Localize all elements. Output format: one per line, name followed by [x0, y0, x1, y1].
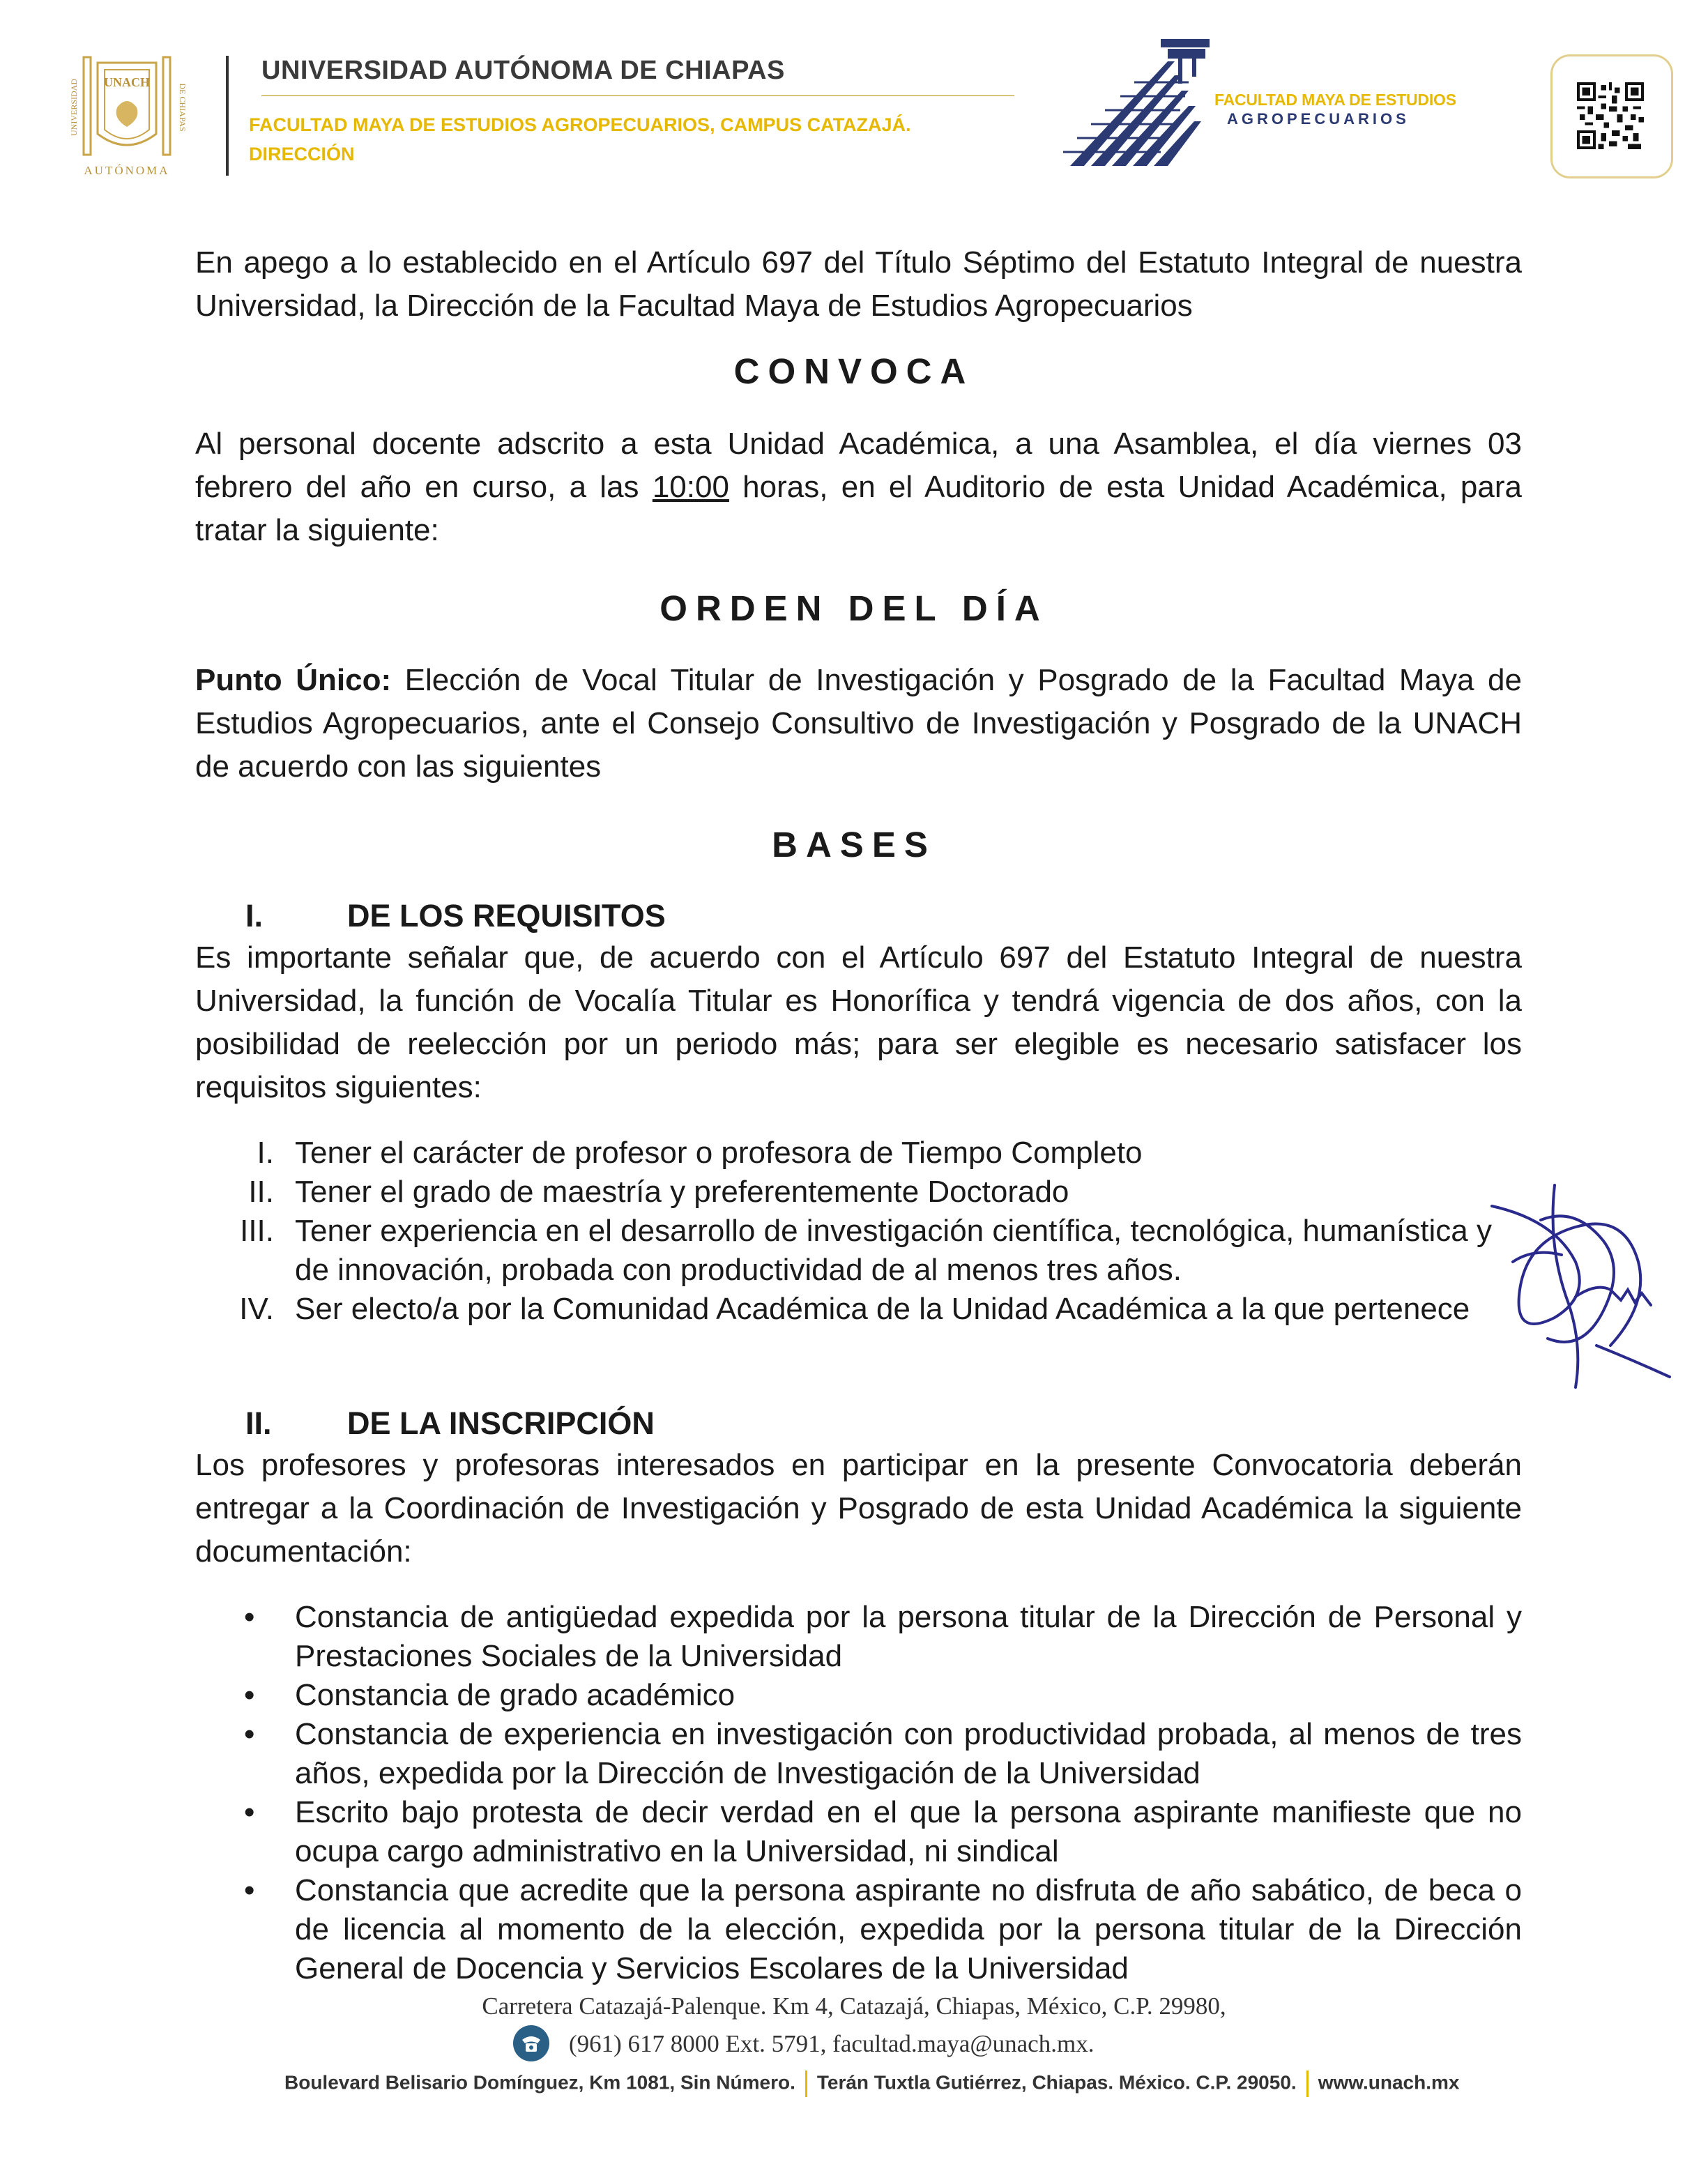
bullet-icon: •: [244, 1600, 255, 1634]
section2-title: DE LA INSCRIPCIÓN: [347, 1405, 655, 1441]
list-item: [195, 1212, 1522, 1290]
footer-separator: [805, 2071, 807, 2097]
list-item: [195, 1290, 1522, 1329]
seal-bottom-text: AUTÓNOMA: [84, 164, 170, 177]
punto-unico-text: Elección de Vocal Titular de Investigación y Posgrado de la Facultad Maya de Estudios Agropecuarios, ante el Consejo Consultivo de Investigación y Posgrado de la UNACH de acuerdo con las siguientes: [195, 663, 1522, 784]
orden-del-dia-heading: ORDEN DEL DÍA: [659, 588, 1049, 628]
header-horizontal-divider: [261, 95, 1014, 96]
bases-heading: BASES: [772, 825, 936, 864]
footer-city: Terán Tuxtla Gutiérrez, Chiapas. México. C.P. 29050.: [816, 2071, 1297, 2094]
assembly-time: 10:00: [652, 470, 729, 504]
list-item: [195, 1715, 1522, 1793]
faculty-logo-text-line2: AGROPECUARIOS: [1227, 110, 1410, 128]
punto-unico-paragraph: [195, 659, 1522, 788]
list-item-text: Tener el grado de maestría y preferentemente Doctorado: [295, 1175, 1069, 1209]
footer-street: Boulevard Belisario Domínguez, Km 1081, Sin Número.: [284, 2071, 795, 2094]
list-item: [195, 1793, 1522, 1871]
list-item: [195, 1676, 1522, 1715]
list-item-number: II.: [248, 1175, 274, 1209]
footer-contact: (961) 617 8000 Ext. 5791, facultad.maya@unach.mx.: [569, 2030, 1095, 2057]
pyramid-logo-icon: [1056, 33, 1237, 173]
header-vertical-divider: [226, 56, 229, 176]
university-seal-logo: [57, 52, 197, 181]
seal-right-text: DE CHIAPAS: [178, 83, 188, 132]
list-item: [195, 1871, 1522, 1988]
assembly-text-pre: Al personal docente adscrito a esta Unidad Académica, a una Asamblea, el día viernes 03 febrero del año en curso, a las: [195, 427, 1522, 504]
assembly-text-post: horas, en el Auditorio de esta Unidad Académica, para tratar la siguiente:: [195, 470, 1522, 547]
qr-code-icon[interactable]: [1577, 82, 1644, 149]
list-item: [195, 1134, 1522, 1173]
inscription-paragraph: Los profesores y profesoras interesados en participar en la presente Convocatoria deberán entregar a la Coordinación de Investigación y Posgrado de esta Unidad Académica la siguiente documentación:: [195, 1448, 1522, 1569]
handwritten-signature: [1471, 1178, 1680, 1408]
bullet-icon: •: [244, 1678, 255, 1712]
convoca-heading: CONVOCA: [733, 351, 975, 391]
university-name: UNIVERSIDAD AUTÓNOMA DE CHIAPAS: [261, 56, 785, 85]
faculty-logo-text-line1: FACULTAD MAYA DE ESTUDIOS: [1214, 91, 1456, 109]
section1-number: I.: [245, 898, 264, 933]
list-item-text: Tener experiencia en el desarrollo de investigación científica, tecnológica, humanística y de innovación, probada con productividad de al menos tres años.: [295, 1214, 1492, 1287]
list-item-text: Constancia que acredite que la persona aspirante no disfruta de año sabático, de beca o de licencia al momento de la elección, expedida por la persona titular de la Dirección General de Docencia y Servicios Escolares de la Universidad: [295, 1873, 1522, 1985]
list-item-text: Ser electo/a por la Comunidad Académica de la Unidad Académica a la que pertenece: [295, 1292, 1470, 1326]
requirements-paragraph: Es importante señalar que, de acuerdo con el Artículo 697 del Estatuto Integral de nuestra Universidad, la función de Vocalía Titular es Honorífica y tendrá vigencia de dos años, con la posibilidad de reelección por un periodo más; para ser elegible es necesario satisfacer los requisitos siguientes:: [195, 940, 1522, 1104]
footer-website-link[interactable]: www.unach.mx: [1318, 2071, 1460, 2094]
footer-address: Carretera Catazajá-Palenque. Km 4, Catazajá, Chiapas, México, C.P. 29980,: [482, 1992, 1226, 2020]
list-item-text: Tener el carácter de profesor o profesora de Tiempo Completo: [295, 1136, 1143, 1170]
assembly-paragraph: [195, 422, 1522, 552]
seal-top-text: UNACH: [104, 75, 150, 89]
list-item-number: I.: [257, 1136, 274, 1170]
bullet-icon: •: [244, 1795, 255, 1829]
bullet-icon: •: [244, 1717, 255, 1751]
list-item-text: Constancia de grado académico: [295, 1678, 735, 1712]
bullet-icon: •: [244, 1873, 255, 1907]
list-item-text: Escrito bajo protesta de decir verdad en el que la persona aspirante manifieste que no ocupa cargo administrativo en la Universidad, ni sindical: [295, 1795, 1522, 1868]
list-item-text: Constancia de experiencia en investigación con productividad probada, al menos de tres años, expedida por la Dirección de Investigación de la Universidad: [295, 1717, 1522, 1790]
faculty-campus-line: FACULTAD MAYA DE ESTUDIOS AGROPECUARIOS, CAMPUS CATAZAJÁ.: [249, 114, 911, 135]
section1-title: DE LOS REQUISITOS: [347, 898, 666, 933]
list-item-number: III.: [240, 1214, 274, 1248]
list-item: [195, 1173, 1522, 1212]
seal-left-text: UNIVERSIDAD: [69, 79, 79, 136]
department-line: DIRECCIÓN: [249, 144, 355, 165]
section2-number: II.: [245, 1405, 272, 1441]
footer-campus-line: [284, 2071, 1459, 2097]
list-item: [195, 1598, 1522, 1676]
phone-icon: [512, 2025, 550, 2062]
intro-paragraph: En apego a lo establecido en el Artículo 697 del Título Séptimo del Estatuto Integral de nuestra Universidad, la Dirección de la Facultad Maya de Estudios Agropecuarios: [195, 245, 1522, 323]
list-item-number: IV.: [239, 1292, 274, 1326]
footer-separator: [1306, 2071, 1309, 2097]
requirements-list: [195, 1134, 1522, 1329]
documents-list: [195, 1598, 1522, 1988]
punto-unico-label: Punto Único:: [195, 663, 392, 697]
list-item-text: Constancia de antigüedad expedida por la persona titular de la Dirección de Personal y Prestaciones Sociales de la Universidad: [295, 1600, 1522, 1673]
